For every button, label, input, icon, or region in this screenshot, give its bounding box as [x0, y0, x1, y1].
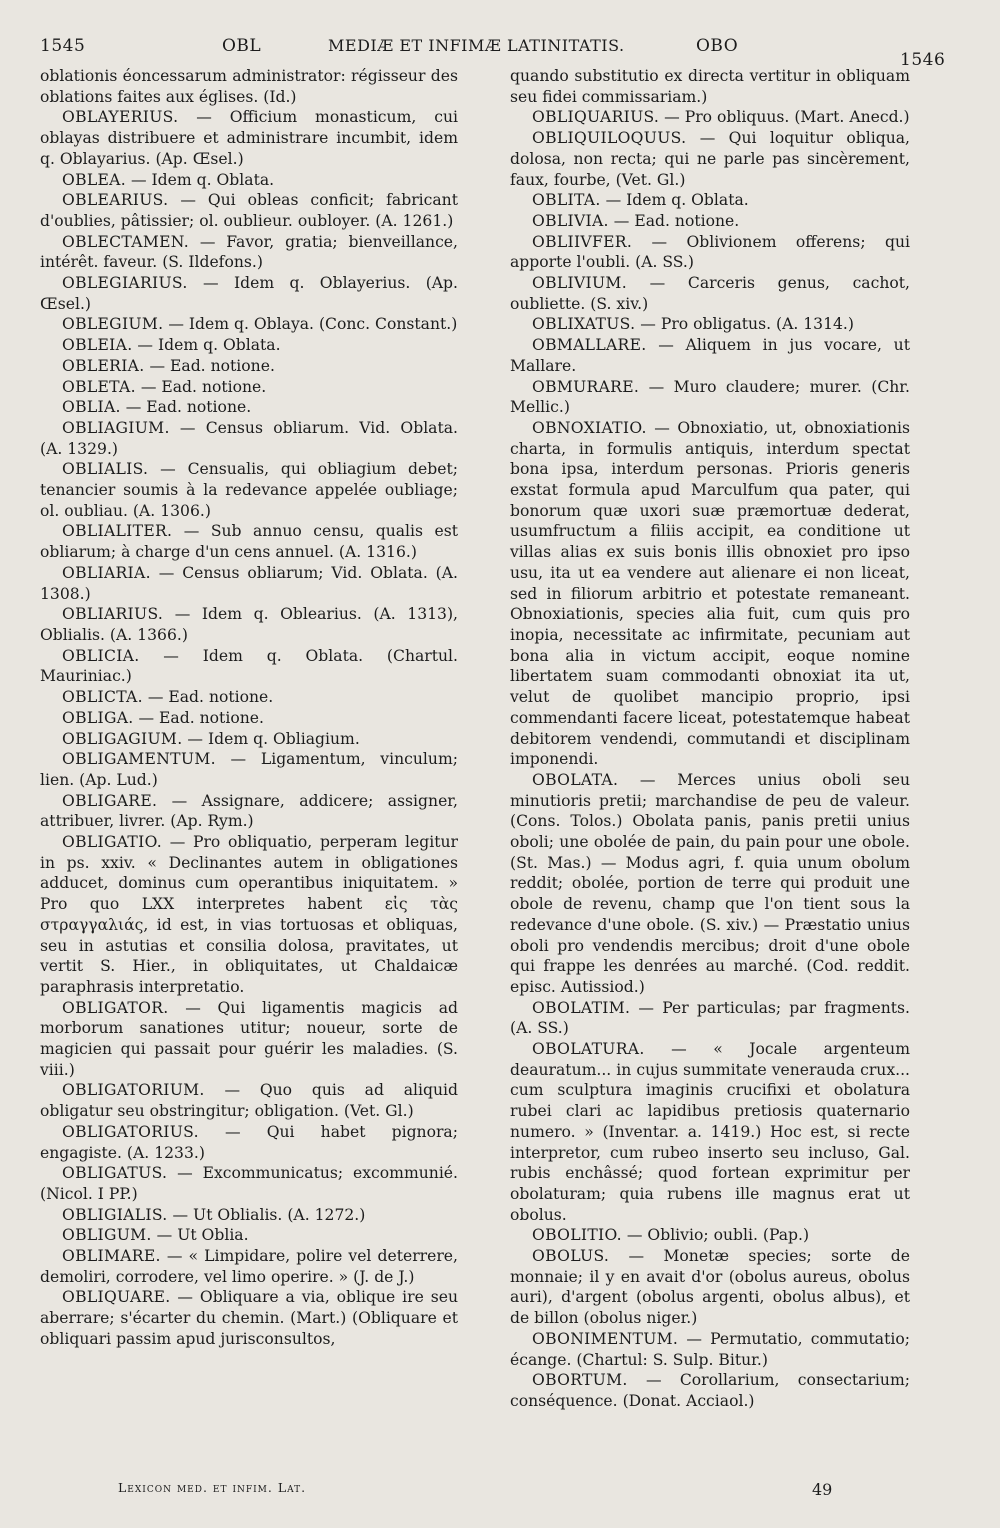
- entry-definition: — Idem q. Oblaya. (Conc. Constant.): [163, 315, 458, 334]
- dictionary-entry: [40, 273, 458, 314]
- entry-definition: — Excommunicatus; excommunié. (Nicol. I PP.): [40, 1164, 458, 1203]
- entry-headword: OBLIARIA.: [62, 563, 151, 582]
- entry-headword: OBORTUM.: [532, 1371, 628, 1390]
- entry-definition: — Idem q. Oblata.: [132, 336, 281, 355]
- dictionary-entry: [40, 646, 458, 687]
- running-title: MEDIÆ ET INFIMÆ LATINITATIS.: [328, 36, 625, 55]
- entry-definition: — Qui loquitur obliqua, dolosa, non recta; qui ne parle pas sincèrement, faux, fourbe, (Vet. Gl.): [510, 129, 910, 189]
- entry-definition: — Favor, gratia; bienveillance, intérêt. faveur. (S. Ildefons.): [40, 232, 458, 272]
- entry-definition: — Ead. notione.: [608, 211, 740, 230]
- dictionary-entry: [40, 563, 458, 604]
- entry-headword: OBLIGATORIUS.: [62, 1122, 199, 1141]
- page-number-right: 1546: [900, 50, 946, 70]
- entry-definition: — Idem q. Oblata.: [126, 170, 275, 189]
- dictionary-entry: [510, 1329, 910, 1370]
- entry-headword: OBLIQUARIUS.: [532, 108, 660, 127]
- entry-definition: — Monetæ species; sorte de monnaie; il y en avait d'or (obolus aureus, obolus auri), d'argent (obolus argenti, obolus albus), et de billon (obolus niger.): [510, 1247, 910, 1328]
- entry-headword: OBLICTA.: [62, 688, 143, 707]
- entry-definition: — Ead. notione.: [144, 356, 275, 375]
- dictionary-entry: [510, 770, 910, 998]
- entry-headword: OBLIARIUS.: [62, 605, 164, 624]
- dictionary-entry: [40, 729, 458, 750]
- entry-definition: — Ead. notione.: [133, 708, 264, 727]
- entry-definition: — Pro obliquus. (Mart. Anecd.): [659, 108, 910, 127]
- dictionary-entry: [40, 418, 458, 459]
- dictionary-entry: [40, 521, 458, 562]
- entry-definition: — Ut Oblialis. (A. 1272.): [167, 1205, 366, 1224]
- entry-headword: OBLIXATUS.: [532, 315, 636, 334]
- dictionary-entry: [40, 1080, 458, 1121]
- dictionary-entry: [40, 1122, 458, 1163]
- entry-headword: OBLIGATORIUM.: [62, 1081, 205, 1100]
- entry-definition: — Pro obliquatio, perperam legitur in ps. xxiv. « Declinantes autem in obligationes adducet, dominus cum operantibus iniquitatem. » Pro quo LXX interpretes habent εἰς τὰς στραγγαλιάς, id est, in vias tortuosas et obliquas, seu in astutias et consilia dolosa, pravitates, ut vertit S. Hier., in obliquitates, ut Chaldaicæ paraphrasis interpretatio.: [40, 833, 458, 996]
- dictionary-entry: [40, 107, 458, 169]
- entry-definition: — Aliquem in jus vocare, ut Mallare.: [510, 336, 910, 375]
- dictionary-entry: [40, 377, 458, 398]
- dictionary-entry: [510, 273, 910, 314]
- entry-definition: — Merces unius oboli seu minutioris pretii; marchandise de peu de valeur. (Cons. Tolos.) Obolata panis, panis pretii unius oboli; une obolée de pain, du pain pour une obole. (St. Mas.) — Modus agri, f. quia unum obolum reddit; obolée, portion de terre qui produit une obole de revenu, champ que l'on tient sous la redevance d'une obole. (S. xiv.) — Præstatio unius oboli pro vendendis mercibus; droit d'une obole qui frappe les denrées au marché. (Cod. reddit. episc. Autissiod.): [510, 770, 910, 996]
- entry-headword: OBLIQUARE.: [62, 1288, 171, 1307]
- entry-definition: — Per particulas; par fragments. (A. SS.): [510, 998, 910, 1038]
- entry-definition: — Qui obleas conficit; fabricant d'oublies, pâtissier; ol. oublieur. oubloyer. (A. 1261.): [40, 191, 458, 230]
- right-column: [510, 66, 910, 1412]
- entry-headword: OBLIGAGIUM.: [62, 729, 183, 748]
- entry-definition: — Assignare, addicere; assigner, attribuer, livrer. (Ap. Rym.): [40, 791, 458, 831]
- dictionary-entry: [40, 832, 458, 998]
- entry-definition: — « Jocale argenteum deauratum... in cujus summitate venerauda crux... cum sculptura imaginis crucifixi et obolatura rubei clari ac lapidibus pretiosis quaternario numero. » (Inventar. a. 1419.) Hoc est, si recte interpretor, cum rubeo inserto seu incluso, Gal. rubis enchâssé; quod fortean exprimitur per obolaturam; quia rubens ille magnus erat ut obolus.: [510, 1040, 910, 1224]
- dictionary-entry: [40, 190, 458, 231]
- dictionary-entry: [40, 687, 458, 708]
- entry-headword: OBOLATIM.: [532, 998, 631, 1017]
- entry-definition: — Corollarium, consectarium; conséquence. (Donat. Acciaol.): [510, 1371, 910, 1410]
- entry-headword: OBLIALIS.: [62, 460, 149, 479]
- dictionary-entry: [40, 1163, 458, 1204]
- entry-headword: OBLIA.: [62, 398, 121, 417]
- dictionary-entry: [40, 335, 458, 356]
- entry-headword: OBOLATURA.: [532, 1040, 645, 1059]
- dictionary-entry: [40, 998, 458, 1081]
- dictionary-entry: [40, 1205, 458, 1226]
- entry-headword: OBLAYERIUS.: [62, 108, 179, 127]
- entry-headword: OBLICIA.: [62, 646, 140, 665]
- entry-headword: OBOLITIO.: [532, 1226, 622, 1245]
- entry-definition: — Oblivio; oubli. (Pap.): [621, 1226, 810, 1245]
- dictionary-entry: [40, 708, 458, 729]
- entry-headword: OBOLUS.: [532, 1247, 610, 1266]
- entry-definition: — Census obliarum. Vid. Oblata. (A. 1329.): [40, 418, 458, 458]
- guide-word-right: OBO: [696, 36, 739, 56]
- entry-definition: — Idem q. Oblata.: [600, 191, 749, 210]
- entry-definition: — Ead. notione.: [120, 398, 252, 417]
- entry-definition: — Ead. notione.: [142, 688, 274, 707]
- entry-definition: — Qui habet pignora; engagiste. (A. 1233.): [40, 1122, 458, 1162]
- dictionary-entry: [510, 418, 910, 770]
- entry-headword: OBLIMARE.: [62, 1247, 161, 1266]
- dictionary-entry: [510, 1039, 910, 1225]
- entry-definition: oblationis éoncessarum administrator: régisseur des oblations faites aux églises. (Id.): [40, 67, 458, 106]
- dictionary-entry: [510, 66, 910, 107]
- entry-definition: — Oblivionem offerens; qui apporte l'oubli. (A. SS.): [510, 232, 910, 272]
- entry-definition: — Ligamentum, vinculum; lien. (Ap. Lud.): [40, 750, 458, 789]
- entry-headword: OBLECTAMEN.: [62, 232, 189, 251]
- entry-headword: OBLEARIUS.: [62, 191, 169, 210]
- dictionary-entry: [510, 211, 910, 232]
- entry-definition: — Muro claudere; murer. (Chr. Mellic.): [510, 377, 910, 417]
- entry-definition: — Obliquare a via, oblique ire seu aberrare; s'écarter du chemin. (Mart.) (Obliquare et obliquari passim apud jurisconsultos,: [40, 1288, 458, 1348]
- entry-headword: OBLIGARE.: [62, 791, 158, 810]
- entry-headword: OBLIGAMENTUM.: [62, 750, 216, 769]
- dictionary-entry: [40, 356, 458, 377]
- entry-definition: — Idem q. Obliagium.: [182, 729, 360, 748]
- entry-headword: OBLIGATIO.: [62, 833, 163, 852]
- dictionary-entry: [510, 1246, 910, 1329]
- entry-definition: — Censualis, qui obliagium debet; tenancier soumis à la redevance appelée oubliage; ol. oubliau. (A. 1306.): [40, 460, 458, 520]
- dictionary-entry: [40, 1225, 458, 1246]
- entry-definition: — Idem q. Oblearius. (A. 1313), Oblialis. (A. 1366.): [40, 605, 458, 644]
- dictionary-entry: [510, 190, 910, 211]
- entry-headword: OBLIQUILOQUUS.: [532, 129, 687, 148]
- entry-headword: OBLIVIUM.: [532, 274, 627, 293]
- entry-headword: OBLIIVFER.: [532, 232, 633, 251]
- footer-title: Lexicon med. et infim. Lat.: [118, 1480, 307, 1495]
- entry-headword: OBNOXIATIO.: [532, 418, 647, 437]
- dictionary-entry: [510, 128, 910, 190]
- page-number-left: 1545: [40, 36, 86, 56]
- entry-definition: — Idem q. Oblata. (Chartul. Mauriniac.): [40, 646, 458, 686]
- entry-definition: — Sub annuo censu, qualis est obliarum; à charge d'un cens annuel. (A. 1316.): [40, 522, 458, 562]
- dictionary-entry: [40, 791, 458, 832]
- dictionary-entry: [510, 335, 910, 376]
- entry-definition: — Idem q. Oblayerius. (Ap. Œsel.): [40, 274, 458, 313]
- entry-headword: OBLIGA.: [62, 708, 134, 727]
- left-column: [40, 66, 458, 1350]
- entry-headword: OBLIGATOR.: [62, 998, 169, 1017]
- entry-headword: OBLIGUM.: [62, 1226, 152, 1245]
- entry-headword: OBOLATA.: [532, 770, 619, 789]
- entry-headword: OBLITA.: [532, 191, 601, 210]
- entry-headword: OBLEGIARIUS.: [62, 274, 188, 293]
- entry-headword: OBMALLARE.: [532, 336, 647, 355]
- dictionary-entry: [40, 232, 458, 273]
- entry-definition: — Census obliarum; Vid. Oblata. (A. 1308.): [40, 563, 458, 603]
- entry-definition: — Officium monasticum, cui oblayas distribuere et administrare incumbit, idem q. Oblayarius. (Ap. Œsel.): [40, 108, 458, 168]
- entry-definition: — Obnoxiatio, ut, obnoxiationis charta, in formulis antiquis, interdum spectat bona ipsa, interdum personas. Prioris generis exstat formula apud Marculfum qua pater, qui bonorum quæ uxori suæ præmortuæ dederat, usumfructum a filiis accipit, ea conditione ut villas alias ex suis bonis illis obnoxiet pro ipso usu, ita ut ea vendere aut alienare ei non liceat, sed in filiorum arbitrio et potestate remaneant. Obnoxiationis, species alia fuit, cum quis pro inopia, necessitate ac infirmitate, pecuniam aut bona alia in victum accipit, eoque nomine libertatem suam commodanti obnoxiat ita ut, velut de quolibet mancipio proprio, ipsi commendanti facere liceat, potestatemque habeat debitorem vendendi, commutandi et disciplinam imponendi.: [510, 418, 910, 769]
- dictionary-entry: [40, 170, 458, 191]
- dictionary-entry: [40, 1287, 458, 1349]
- dictionary-entry: [510, 314, 910, 335]
- entry-headword: OBONIMENTUM.: [532, 1329, 679, 1348]
- entry-definition: quando substitutio ex directa vertitur in obliquam seu fidei commissariam.): [510, 67, 910, 106]
- entry-headword: OBMURARE.: [532, 377, 640, 396]
- entry-headword: OBLIVIA.: [532, 211, 609, 230]
- dictionary-entry: [40, 1246, 458, 1287]
- entry-definition: — Quo quis ad aliquid obligatur seu obstringitur; obligation. (Vet. Gl.): [40, 1081, 458, 1121]
- dictionary-entry: [40, 459, 458, 521]
- entry-definition: — Qui ligamentis magicis ad morborum sanationes utitur; noueur, sorte de magicien qui passait pour guérir les maladies. (S. viii.): [40, 998, 458, 1079]
- entry-headword: OBLIALITER.: [62, 522, 173, 541]
- dictionary-entry: [40, 604, 458, 645]
- guide-word-left: OBL: [222, 36, 262, 56]
- dictionary-entry: [510, 377, 910, 418]
- dictionary-entry: [510, 998, 910, 1039]
- entry-definition: — Ut Oblia.: [151, 1226, 249, 1245]
- entry-definition: — « Limpidare, polire vel deterrere, demoliri, corrodere, vel limo operire. » (J. de J.): [40, 1247, 458, 1286]
- entry-headword: OBLIGIALIS.: [62, 1205, 168, 1224]
- dictionary-entry: [40, 66, 458, 107]
- dictionary-entry: [40, 397, 458, 418]
- entry-headword: OBLIGATUS.: [62, 1164, 168, 1183]
- dictionary-entry: [40, 314, 458, 335]
- dictionary-entry: [510, 232, 910, 273]
- entry-headword: OBLETA.: [62, 377, 136, 396]
- entry-headword: OBLEIA.: [62, 336, 133, 355]
- entry-headword: OBLEGIUM.: [62, 315, 164, 334]
- signature-number: 49: [812, 1480, 833, 1499]
- entry-definition: — Ead. notione.: [135, 377, 267, 396]
- entry-definition: — Pro obligatus. (A. 1314.): [635, 315, 854, 334]
- entry-headword: OBLIAGIUM.: [62, 418, 170, 437]
- entry-definition: — Permutatio, commutatio; écange. (Chartul: S. Sulp. Bitur.): [510, 1329, 910, 1369]
- dictionary-entry: [510, 1370, 910, 1411]
- dictionary-entry: [510, 1225, 910, 1246]
- dictionary-entry: [40, 749, 458, 790]
- entry-headword: OBLEA.: [62, 170, 126, 189]
- entry-headword: OBLERIA.: [62, 356, 145, 375]
- dictionary-entry: [510, 107, 910, 128]
- entry-definition: — Carceris genus, cachot, oubliette. (S. xiv.): [510, 274, 910, 313]
